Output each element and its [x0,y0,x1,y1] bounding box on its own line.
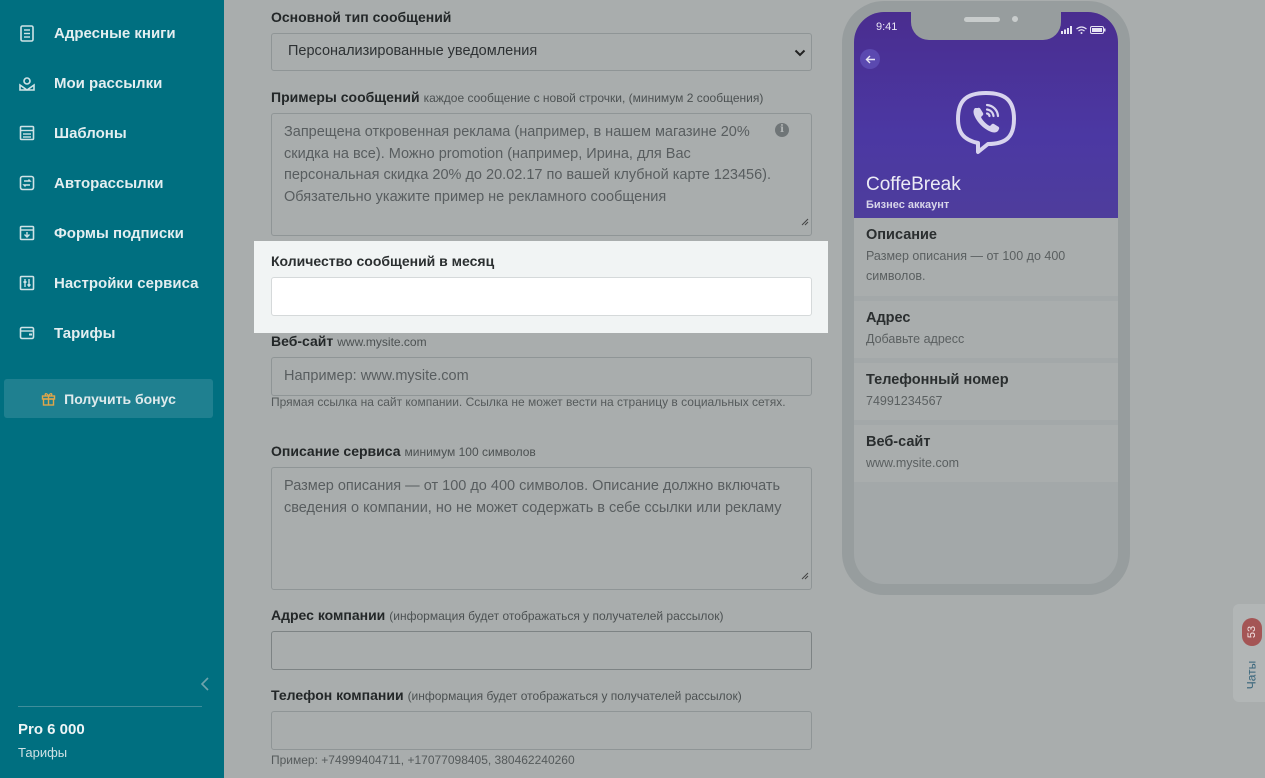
business-name: CoffeBreak [866,174,961,195]
website-hint: www.mysite.com [337,335,427,349]
phone-notch [911,12,1061,40]
info-icon[interactable]: i [775,123,789,137]
resize-handle-icon[interactable] [800,212,809,234]
sidebar-item-templates[interactable] [18,121,127,145]
sidebar-item-label: Формы подписки [54,224,184,242]
preview-website-title: Веб-сайт [866,434,931,450]
phone-input[interactable] [271,711,812,750]
sidebar-item-mailings[interactable] [18,71,162,95]
sidebar-item-subscription-forms[interactable] [18,221,184,245]
sidebar-item-label: Шаблоны [54,124,127,142]
wallet-icon [18,324,36,342]
business-account-label: Бизнес аккаунт [866,199,950,211]
battery-icon [1090,21,1106,39]
preview-description-title: Описание [866,227,937,243]
mailings-icon [18,74,36,92]
wifi-icon [1076,21,1087,39]
subscription-form-icon [18,224,36,242]
status-time: 9:41 [876,21,898,33]
sidebar-item-address-books[interactable] [18,21,176,45]
preview-phone [854,363,1118,420]
viber-preview-phone [842,1,1130,595]
chats-tab[interactable] [1233,604,1265,702]
description-hint: минимум 100 символов [404,445,536,459]
description-placeholder: Размер описания — от 100 до 400 символов. Описание должно включать сведения о компании, но не может содержать в себе ссылки или рекламу [284,478,782,516]
sidebar-item-label: Настройки сервиса [54,274,199,292]
message-type-select[interactable] [271,33,812,71]
sidebar-item-autoresponders[interactable] [18,171,163,195]
settings-icon [18,274,36,292]
monthly-count-label: Количество сообщений в месяц [271,253,495,269]
website-placeholder: Например: www.mysite.com [284,368,469,384]
address-book-icon [18,24,36,42]
website-help: Прямая ссылка на сайт компании. Ссылка не может вести на страницу в социальных сетях. [271,395,786,409]
message-type-value: Персонализированные уведомления [288,43,538,59]
preview-description-text: Размер описания — от 100 до 400 символов. [866,249,1066,283]
chat-count-badge: 53 [1242,618,1262,646]
preview-website [854,425,1118,482]
sidebar-divider [18,706,202,707]
sidebar-item-tariffs[interactable] [18,321,115,345]
monthly-count-section [254,241,828,333]
address-hint: (информация будет отображаться у получателей рассылок) [389,609,724,623]
examples-placeholder: Запрещена откровенная реклама (например, в нашем магазине 20% скидка на все). Можно promotion (например, Ирина, для Вас персональная скидка 20% до 20.02.17 по вашей клубной карте 123456). Обязательно укажите пример не рекламного сообщения [284,124,772,205]
preview-address-title: Адрес [866,310,911,326]
description-textarea[interactable] [271,467,812,590]
phone-hint: (информация будет отображаться у получателей рассылок) [407,689,742,703]
chevron-down-icon [794,46,806,62]
phone-screen [854,12,1118,584]
phone-help: Пример: +74999404711, +17077098405, 380462240260 [271,753,575,767]
plan-tariffs-link[interactable]: Тарифы [18,745,68,760]
get-bonus-button[interactable] [4,379,213,418]
get-bonus-label: Получить бонус [64,390,176,407]
preview-website-text: www.mysite.com [866,456,960,470]
sidebar [0,0,224,778]
sidebar-item-service-settings[interactable] [18,271,198,295]
message-type-label: Основной тип сообщений [271,9,452,25]
gift-icon [41,391,56,406]
sidebar-item-label: Авторассылки [54,174,164,192]
status-icons [1061,21,1106,39]
preview-phone-title: Телефонный номер [866,372,1009,388]
resize-handle-icon[interactable] [800,566,809,588]
address-label: Адрес компании (информация будет отображаться у получателей рассылок) [271,607,724,623]
back-arrow-icon[interactable] [860,49,880,69]
examples-label: Примеры сообщений каждое сообщение с новой строчки, (минимум 2 сообщения) [271,89,764,105]
sidebar-item-label: Тарифы [54,324,116,342]
examples-textarea[interactable] [271,113,812,236]
address-input[interactable] [271,631,812,670]
phone-label: Телефон компании (информация будет отображаться у получателей рассылок) [271,687,742,703]
viber-logo-icon [954,89,1018,160]
description-label: Описание сервиса минимум 100 символов [271,443,536,459]
website-label: Веб-сайт www.mysite.com [271,333,427,349]
examples-hint: каждое сообщение с новой строчки, (минимум 2 сообщения) [423,91,764,105]
preview-address-text: Добавьте адресс [866,332,965,346]
templates-icon [18,124,36,142]
automation-icon [18,174,36,192]
signal-icon [1061,21,1073,39]
preview-phone-text: 74991234567 [866,394,943,408]
preview-address [854,301,1118,358]
chats-label: Чаты [1244,660,1258,690]
sidebar-item-label: Адресные книги [54,24,176,42]
preview-description [854,218,1118,296]
viber-header [854,12,1118,218]
monthly-count-input[interactable] [271,277,812,316]
sidebar-item-label: Мои рассылки [54,74,163,92]
current-plan-name: Pro 6 000 [18,721,85,738]
collapse-sidebar-icon[interactable] [200,676,214,694]
website-input[interactable] [271,357,812,396]
